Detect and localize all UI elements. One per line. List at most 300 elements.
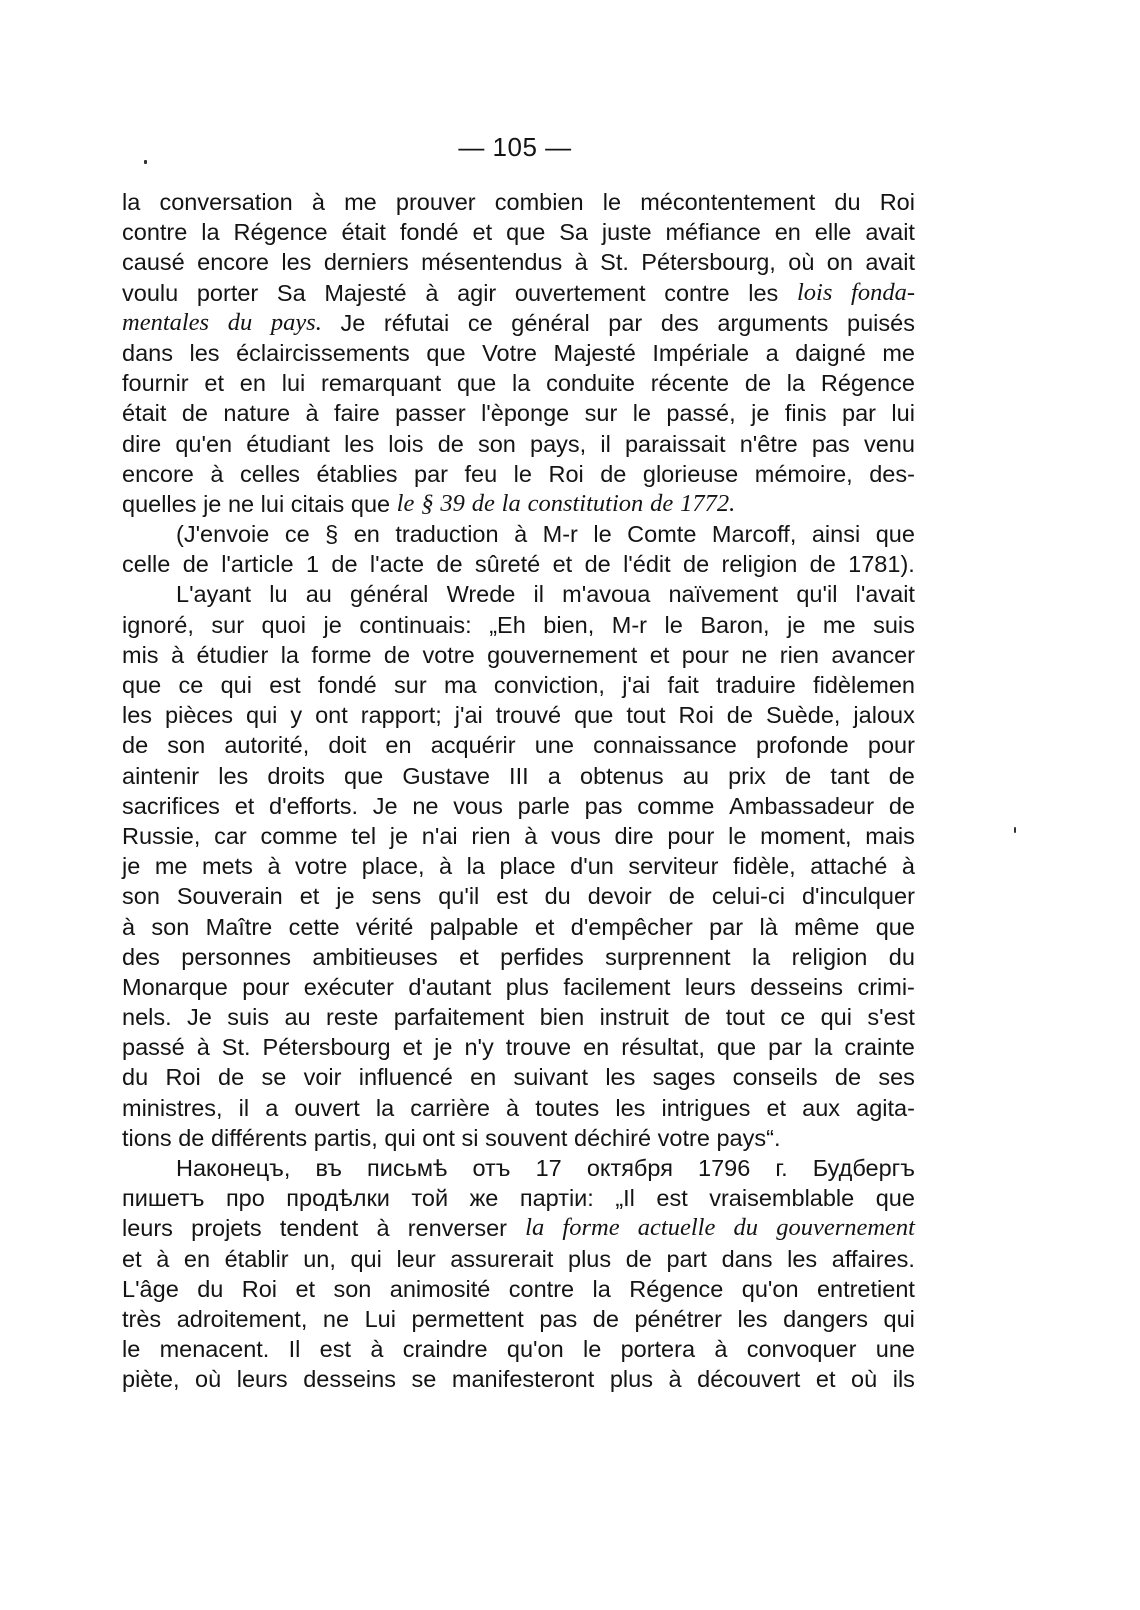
word: daigné xyxy=(795,339,866,366)
word: est xyxy=(496,883,528,910)
italic-word: forme xyxy=(562,1214,620,1242)
word: ce xyxy=(467,309,493,336)
word: qu'on xyxy=(506,1336,564,1363)
word: pays“. xyxy=(716,1124,781,1151)
word: III xyxy=(509,762,529,789)
word: plus xyxy=(609,1366,653,1393)
word: doit xyxy=(328,732,367,759)
word: le xyxy=(582,1336,602,1363)
word: nature xyxy=(223,400,291,427)
word: la xyxy=(592,1275,611,1302)
word: ne xyxy=(741,641,768,668)
word: 1781). xyxy=(848,551,915,578)
word: souvent xyxy=(485,1124,568,1151)
word: exécuter xyxy=(303,973,394,1000)
word: tout xyxy=(626,702,666,729)
word: ne xyxy=(412,792,439,819)
word: gouvernement xyxy=(487,641,638,668)
word: la xyxy=(280,641,299,668)
word: moment, xyxy=(760,822,852,849)
word: par xyxy=(608,309,643,336)
word: où xyxy=(851,1366,878,1393)
word: la xyxy=(466,853,485,880)
word: feu xyxy=(464,460,498,487)
word: les xyxy=(615,1094,646,1121)
word: son xyxy=(122,883,160,910)
word: parle xyxy=(517,792,570,819)
word: Il xyxy=(288,1336,301,1363)
word: sens xyxy=(371,883,422,910)
word: du xyxy=(197,1275,224,1302)
italic-word: 1772. xyxy=(680,489,736,517)
word: Marcoff, xyxy=(711,521,797,548)
word: ce xyxy=(780,1004,806,1031)
word: était xyxy=(341,219,386,246)
word: votre xyxy=(295,853,348,880)
word: § xyxy=(325,521,339,548)
word: aintenir xyxy=(122,762,200,789)
word: de xyxy=(437,430,464,457)
word: et xyxy=(552,551,573,578)
word: l'èponge xyxy=(481,400,570,427)
word: passer xyxy=(395,400,466,427)
word: et xyxy=(815,1366,836,1393)
word: à xyxy=(668,1366,682,1393)
word: le xyxy=(513,460,532,487)
word: dire xyxy=(614,822,654,849)
word: profonde xyxy=(755,732,849,759)
word: que xyxy=(875,521,915,548)
word: Gustave xyxy=(402,762,490,789)
italic-word: constitution xyxy=(527,489,644,517)
word: la xyxy=(751,943,771,970)
text-line xyxy=(122,519,915,549)
word: il xyxy=(600,430,611,457)
word: ce xyxy=(178,672,204,698)
word: le xyxy=(664,611,683,638)
word: de xyxy=(809,551,836,578)
word: les xyxy=(737,1305,768,1332)
word: leurs xyxy=(122,1215,173,1242)
word: que xyxy=(875,1185,915,1212)
word: les xyxy=(189,339,220,366)
word: et xyxy=(459,943,479,970)
word: de xyxy=(182,551,209,578)
word: Monarque xyxy=(122,973,228,1000)
word: général xyxy=(350,581,429,608)
word: je xyxy=(122,853,141,880)
text-line xyxy=(122,1183,915,1213)
word: convoquer xyxy=(746,1336,857,1363)
word: en xyxy=(239,370,266,397)
word: au xyxy=(682,762,709,789)
text-line xyxy=(122,187,915,217)
word: adroitement, xyxy=(176,1305,308,1332)
word: aux xyxy=(802,1094,841,1121)
word: à xyxy=(305,400,319,427)
word: où xyxy=(788,249,815,276)
word: étudier xyxy=(196,641,269,668)
word: M-r xyxy=(611,611,647,638)
text-line xyxy=(122,1213,915,1243)
word: cette xyxy=(288,913,340,940)
word: son xyxy=(151,913,190,940)
word: si xyxy=(461,1124,479,1151)
word: je xyxy=(323,611,342,638)
word: la xyxy=(814,1034,833,1061)
word: venu xyxy=(863,430,915,457)
word: въ xyxy=(315,1155,342,1181)
text-line xyxy=(122,278,915,308)
word: projets xyxy=(191,1215,262,1242)
word: Votre xyxy=(482,339,537,366)
word: Наконецъ, xyxy=(176,1155,291,1181)
word: Maître xyxy=(205,913,273,940)
italic-word: la xyxy=(525,1214,545,1242)
word: à xyxy=(514,521,528,548)
word: du xyxy=(544,883,571,910)
word: jaloux xyxy=(853,702,915,729)
word: de xyxy=(331,551,358,578)
word: son xyxy=(167,732,206,759)
word: ne xyxy=(322,1305,350,1332)
word: vérité xyxy=(355,913,414,940)
word: crimi- xyxy=(857,973,915,1000)
word: mésentendus xyxy=(421,249,563,276)
word: de xyxy=(834,1064,862,1091)
word: citais xyxy=(290,490,345,517)
word: passé, xyxy=(666,400,736,427)
word: de xyxy=(683,551,710,578)
word: encore xyxy=(122,460,194,487)
word: ses xyxy=(878,1064,915,1091)
word: à xyxy=(156,1245,170,1272)
word: voulu xyxy=(122,279,179,306)
text-line xyxy=(122,730,915,760)
word: Régence xyxy=(233,219,328,246)
word: en xyxy=(385,732,412,759)
text-line xyxy=(122,1304,915,1334)
word: fournir xyxy=(122,370,189,397)
word: les xyxy=(218,762,249,789)
word: 1 xyxy=(305,551,320,578)
text-line xyxy=(122,549,915,579)
word: passé xyxy=(122,1034,185,1061)
word: bien, xyxy=(543,611,595,638)
italic-word: du xyxy=(733,1214,759,1242)
word: de xyxy=(122,732,149,759)
word: que xyxy=(350,490,391,517)
word: et xyxy=(649,641,670,668)
word: que xyxy=(426,339,466,366)
word: et xyxy=(204,370,225,397)
word: l'acte xyxy=(369,551,425,578)
word: qu'en xyxy=(175,430,233,457)
word: palpable xyxy=(429,913,519,940)
word: qu'on xyxy=(741,1275,799,1302)
word: de xyxy=(592,1305,619,1332)
word: dans xyxy=(721,1245,773,1272)
word: obtenus xyxy=(580,762,664,789)
word: agita- xyxy=(856,1094,915,1121)
word: de xyxy=(600,460,627,487)
word: a xyxy=(547,762,561,789)
word: est xyxy=(319,1336,352,1363)
text-line xyxy=(122,1123,915,1153)
word: religion xyxy=(721,551,798,578)
word: de xyxy=(383,641,411,668)
word: à xyxy=(425,279,439,306)
text-line xyxy=(122,398,915,428)
word: voir xyxy=(303,1064,342,1091)
word: ne xyxy=(227,490,255,517)
word: très xyxy=(122,1305,162,1332)
word: et xyxy=(472,219,493,246)
word: sur xyxy=(584,400,618,427)
text-line xyxy=(122,489,915,519)
word: Pétersbourg xyxy=(262,1034,391,1061)
text-line xyxy=(122,1002,915,1032)
word: L'âge xyxy=(122,1275,179,1302)
word: rien xyxy=(779,641,819,668)
word: desseins xyxy=(750,973,844,1000)
word: pénétrer xyxy=(634,1305,722,1332)
word: de xyxy=(888,762,915,789)
word: dangers xyxy=(783,1305,869,1332)
word: qui xyxy=(220,672,252,698)
word: Impériale xyxy=(652,339,750,366)
word: qu'il xyxy=(796,581,838,608)
word: lois xyxy=(388,430,424,457)
word: permettent xyxy=(411,1305,524,1332)
word: Roi xyxy=(165,1064,201,1091)
word: son xyxy=(477,430,516,457)
word: une xyxy=(875,1336,915,1363)
word: je xyxy=(751,400,770,427)
word: traduction xyxy=(395,521,499,548)
word: des- xyxy=(869,460,915,487)
word: conseils xyxy=(732,1064,818,1091)
word: agir xyxy=(457,279,497,306)
word: crainte xyxy=(844,1034,915,1061)
page-number: — 105 — xyxy=(458,132,572,162)
word: contre xyxy=(664,279,730,306)
text-line xyxy=(122,1062,915,1092)
word: de xyxy=(436,551,463,578)
ink-speck xyxy=(144,160,147,164)
word: 17 xyxy=(535,1155,562,1181)
italic-word: le xyxy=(396,489,415,517)
word: récente xyxy=(650,370,730,397)
word: le xyxy=(632,400,651,427)
word: ce xyxy=(284,521,310,548)
word: avait xyxy=(865,249,915,276)
text-line xyxy=(122,942,915,972)
text-line xyxy=(122,217,915,247)
word: connaissance xyxy=(593,732,737,759)
word: me xyxy=(822,611,856,638)
word: à xyxy=(524,822,538,849)
word: elle xyxy=(814,219,852,246)
word: lu xyxy=(269,581,288,608)
word: m'avoua xyxy=(562,581,651,608)
word: à xyxy=(506,1094,520,1121)
italic-word: du xyxy=(227,308,253,336)
word: Будбергъ xyxy=(812,1155,915,1181)
word: que xyxy=(506,219,546,246)
italic-word: la xyxy=(501,489,521,517)
word: Lui xyxy=(364,1305,396,1332)
word: qui xyxy=(820,1004,852,1031)
word: réfutai xyxy=(383,309,450,336)
word: bien xyxy=(539,1004,585,1031)
word: craindre xyxy=(402,1336,488,1363)
word: письмѣ xyxy=(366,1155,448,1181)
word: tant xyxy=(830,762,870,789)
word: s'est xyxy=(867,1004,915,1031)
word: reste xyxy=(326,1004,379,1031)
word: est xyxy=(269,672,301,698)
word: pour xyxy=(867,732,915,759)
word: n'être xyxy=(739,430,798,457)
word: Roi xyxy=(548,460,584,487)
word: attaché xyxy=(810,853,888,880)
word: découvert xyxy=(697,1366,801,1393)
word: il xyxy=(533,581,544,608)
word: qui xyxy=(350,1245,382,1272)
word: du xyxy=(834,189,861,215)
word: puisés xyxy=(847,309,915,336)
word: éclaircissements xyxy=(236,339,410,366)
text-line xyxy=(122,247,915,277)
word: fondé xyxy=(317,672,377,698)
italic-word: fonda- xyxy=(851,278,915,306)
text-line xyxy=(122,308,915,338)
word: Baron, xyxy=(700,611,770,638)
word: ont xyxy=(315,702,348,729)
word: plus xyxy=(505,973,549,1000)
word: d'autant xyxy=(408,973,492,1000)
word: Sa xyxy=(276,279,306,306)
word: à xyxy=(311,189,325,215)
word: celui-ci xyxy=(711,883,785,910)
word: manifesteront xyxy=(451,1366,595,1393)
word: à xyxy=(376,1215,390,1242)
word: той xyxy=(411,1185,449,1212)
word: de xyxy=(684,1004,711,1031)
word: d'un xyxy=(570,853,614,880)
word: à xyxy=(210,460,224,487)
word: la xyxy=(786,370,806,397)
word: arguments xyxy=(717,309,829,336)
word: forme xyxy=(311,641,372,668)
word: carrière xyxy=(410,1094,490,1121)
word: celle xyxy=(122,551,171,578)
word: du xyxy=(122,1064,149,1091)
word: surprennent xyxy=(605,943,731,970)
word: quoi xyxy=(261,611,306,638)
word: était xyxy=(122,400,167,427)
italic-word: pays. xyxy=(270,308,322,336)
text-line xyxy=(122,1364,915,1394)
word: ignoré, xyxy=(122,611,194,638)
word: en xyxy=(470,1064,497,1091)
word: октября xyxy=(586,1155,673,1181)
word: pays, xyxy=(530,430,587,457)
word: votre xyxy=(657,1124,710,1151)
word: qui xyxy=(384,1124,416,1151)
word: qui xyxy=(883,1305,915,1332)
word: отъ xyxy=(472,1155,511,1181)
word: méfiance xyxy=(665,219,761,246)
italic-word: de xyxy=(650,489,674,517)
italic-word: actuelle xyxy=(637,1214,716,1242)
word: pour xyxy=(242,973,290,1000)
word: suivant xyxy=(513,1064,589,1091)
word: n'y xyxy=(464,1034,494,1061)
word: paraissait xyxy=(624,430,726,457)
word: devoir xyxy=(587,883,652,910)
word: le xyxy=(593,521,612,548)
word: de xyxy=(625,1245,652,1272)
word: „Eh xyxy=(489,611,526,638)
word: d'efforts. xyxy=(269,792,359,819)
word: un, xyxy=(303,1245,336,1272)
word: place, xyxy=(361,853,425,880)
word: résultat, xyxy=(621,1034,705,1061)
word: du xyxy=(888,943,915,970)
word: mécontentement xyxy=(640,189,816,215)
word: à xyxy=(170,641,185,668)
word: ils xyxy=(892,1366,915,1393)
text-line xyxy=(122,459,915,489)
word: партіи: xyxy=(519,1185,594,1212)
word: le xyxy=(602,189,622,215)
word: naïvement xyxy=(668,581,779,608)
text-line xyxy=(122,791,915,821)
word: continuais: xyxy=(359,611,472,638)
word: rapport; xyxy=(360,702,442,729)
word: Comte xyxy=(627,521,697,548)
word: tendent xyxy=(279,1215,359,1242)
word: général xyxy=(511,309,590,336)
word: plus xyxy=(568,1245,612,1272)
word: пишетъ xyxy=(122,1185,205,1212)
word: lui xyxy=(260,490,285,517)
word: tel xyxy=(351,822,377,849)
word: prouver xyxy=(395,189,476,215)
word: vous xyxy=(551,822,601,849)
word: votre xyxy=(422,641,475,668)
word: leurs xyxy=(684,973,736,1000)
word: animosité xyxy=(389,1275,491,1302)
word: même xyxy=(794,913,860,940)
word: fidèlemen xyxy=(813,672,915,698)
word: contre xyxy=(122,219,188,246)
word: y xyxy=(290,702,303,729)
word: en xyxy=(183,1245,211,1272)
text-line xyxy=(122,821,915,851)
word: Roi xyxy=(678,702,714,729)
word: leurs xyxy=(236,1366,288,1393)
word: droits xyxy=(267,762,325,789)
word: des xyxy=(122,943,160,970)
word: car xyxy=(214,822,247,849)
word: autorité, xyxy=(224,732,310,759)
text-line xyxy=(122,972,915,1002)
word: fondé xyxy=(399,219,459,246)
word: avait xyxy=(865,219,915,246)
